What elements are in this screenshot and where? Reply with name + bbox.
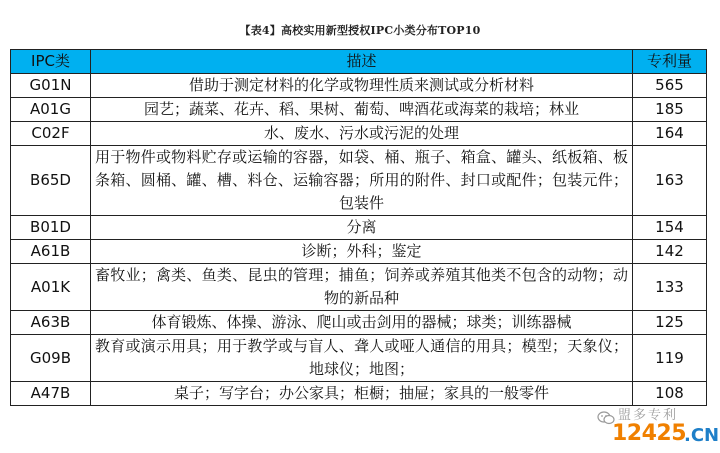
ipc-code: A01G — [11, 98, 91, 122]
ipc-description: 用于物件或物料贮存或运输的容器，如袋、桶、瓶子、箱盒、罐头、纸板箱、板条箱、圆桶、罐、槽、料仓、运输容器；所用的附件、封口或配件；包装元件；包装件 — [91, 146, 633, 216]
header-count: 专利量 — [633, 50, 707, 74]
patent-count: 142 — [633, 240, 707, 264]
ipc-description: 借助于测定材料的化学或物理性质来测试或分析材料 — [91, 74, 633, 98]
patent-count: 125 — [633, 311, 707, 335]
table-row — [11, 240, 707, 264]
table-row — [11, 146, 707, 216]
ipc-description: 体育锻炼、体操、游泳、爬山或击剑用的器械；球类；训练器械 — [91, 311, 633, 335]
patent-count: 133 — [633, 264, 707, 311]
patent-count: 108 — [633, 382, 707, 406]
table-row — [11, 122, 707, 146]
ipc-description: 园艺；蔬菜、花卉、稻、果树、葡萄、啤酒花或海菜的栽培；林业 — [91, 98, 633, 122]
patent-count: 565 — [633, 74, 707, 98]
ipc-code: B01D — [11, 216, 91, 240]
patent-count: 163 — [633, 146, 707, 216]
patent-count: 164 — [633, 122, 707, 146]
ipc-description: 教育或演示用具；用于教学或与盲人、聋人或哑人通信的用具；模型；天象仪；地球仪；地图； — [91, 335, 633, 382]
site-logo-domain: .CN — [684, 425, 720, 446]
ipc-description: 畜牧业；禽类、鱼类、昆虫的管理；捕鱼；饲养或养殖其他类不包含的动物；动物的新品种 — [91, 264, 633, 311]
table-caption: 【表4】高校实用新型授权IPC小类分布TOP10 — [239, 24, 481, 37]
ipc-code: A01K — [11, 264, 91, 311]
ipc-code: A61B — [11, 240, 91, 264]
table-row — [11, 311, 707, 335]
header-desc: 描述 — [91, 50, 633, 74]
ipc-code: A47B — [11, 382, 91, 406]
ipc-code: C02F — [11, 122, 91, 146]
header-ipc: IPC类 — [11, 50, 91, 74]
ipc-code: A63B — [11, 311, 91, 335]
watermark-text: 盟多专利 — [618, 408, 679, 423]
ipc-code: B65D — [11, 146, 91, 216]
ipc-description: 水、废水、污水或污泥的处理 — [91, 122, 633, 146]
ipc-code: G01N — [11, 74, 91, 98]
patent-count: 185 — [633, 98, 707, 122]
ipc-description: 诊断；外科；鉴定 — [91, 240, 633, 264]
table-row — [11, 216, 707, 240]
patent-count: 154 — [633, 216, 707, 240]
site-logo — [566, 421, 720, 446]
ipc-code: G09B — [11, 335, 91, 382]
ipc-table — [10, 49, 707, 406]
table-row — [11, 264, 707, 311]
table-header-row — [11, 50, 707, 74]
site-logo-number: 12425 — [612, 421, 687, 446]
table-row — [11, 335, 707, 382]
table-row — [11, 382, 707, 406]
patent-count: 119 — [633, 335, 707, 382]
table-row — [11, 98, 707, 122]
table-row — [11, 74, 707, 98]
ipc-description: 分离 — [91, 216, 633, 240]
ipc-description: 桌子；写字台；办公家具；柜橱；抽屉；家具的一般零件 — [91, 382, 633, 406]
